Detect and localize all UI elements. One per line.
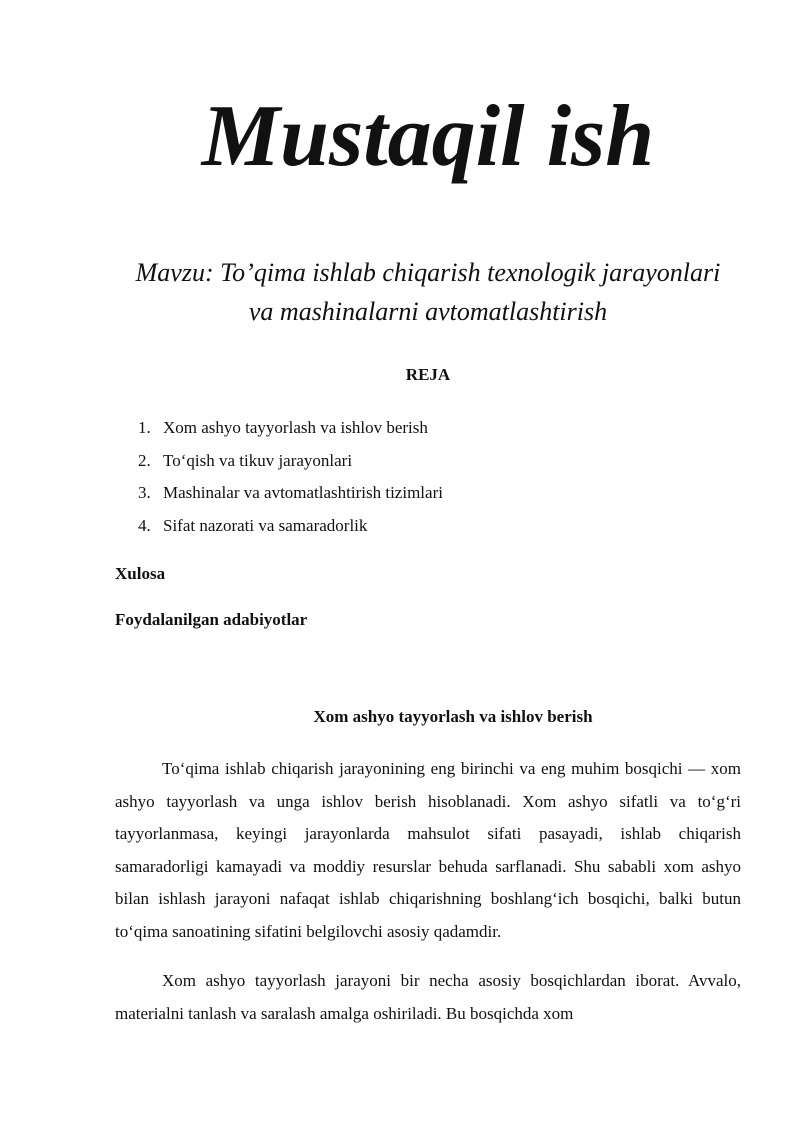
plan-item-number: 1. — [138, 418, 151, 437]
references-heading: Foydalanilgan adabiyotlar — [115, 610, 308, 629]
plan-item — [138, 412, 443, 445]
plan-heading: REJA — [405, 365, 451, 384]
plan-item-text: To‘qish va tikuv jarayonlari — [163, 450, 353, 470]
plan-item-number: 3. — [138, 483, 151, 502]
conclusion-heading: Xulosa — [115, 564, 166, 583]
plan-item-text: Mashinalar va avtomatlashtirish tizimlari — [163, 483, 443, 502]
subtitle-line-2: va mashinalarni avtomatlashtirish — [248, 297, 608, 326]
plan-item — [138, 477, 443, 510]
plan-item — [138, 510, 443, 543]
plan-item — [138, 445, 443, 478]
plan-item-number: 4. — [138, 515, 151, 535]
plan-item-text: Sifat nazorati va samaradorlik — [163, 515, 368, 535]
plan-item-number: 2. — [138, 450, 151, 470]
plan-list — [138, 412, 443, 542]
document-subtitle — [100, 253, 756, 331]
body-paragraph: To‘qima ishlab chiqarish jarayonining eng birinchi va eng muhim bosqichi — xom ashyo tayyorlash va unga ishlov berish hisoblanadi. Xom ashyo sifatli va to‘g‘ri tayyorlanmasa, keyingi jarayonlarda mahsulot sifati pasayadi, ishlab chiqarish samaradorligi kamayadi va moddiy resurslar behuda sarflanadi. Shu sababli xom ashyo bilan ishlash jarayoni nafaqat ishlab chiqarishning boshlang‘ich bosqichi, balki butun to‘qima sanoatining sifatini belgilovchi asosiy qadamdir. — [115, 759, 741, 941]
document-title: Mustaqil ish — [201, 88, 655, 185]
body-paragraph: Xom ashyo tayyorlash jarayoni bir necha asosiy bosqichlardan iborat. Avvalo, materialni tanlash va saralash amalga oshiriladi. Bu bosqichda xom — [115, 971, 741, 1023]
subtitle-line-1: Mavzu: To’qima ishlab chiqarish texnologik jarayonlari — [135, 258, 721, 287]
plan-item-text: Xom ashyo tayyorlash va ishlov berish — [163, 418, 428, 437]
section-heading: Xom ashyo tayyorlash va ishlov berish — [313, 707, 593, 726]
